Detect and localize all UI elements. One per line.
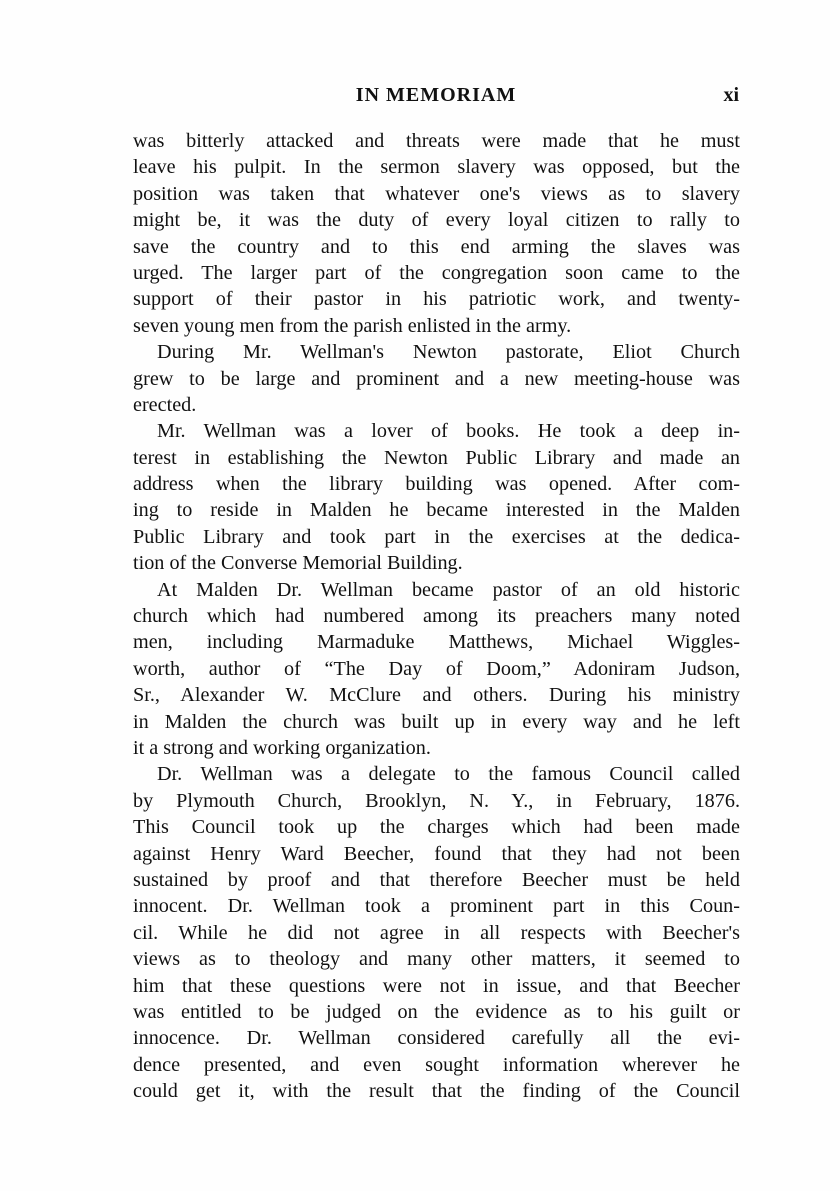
text-line: it a strong and working organization.	[133, 736, 431, 759]
text-line: was bitterly attacked and threats were made that he must	[133, 130, 740, 152]
text-line: terest in establishing the Newton Public Library and made an	[133, 446, 740, 469]
text-line: innocence. Dr. Wellman considered carefully all the evi-	[133, 1027, 740, 1050]
text-line: position was taken that whatever one's views as to slavery	[133, 182, 740, 205]
page-number: xi	[723, 84, 739, 106]
text-line: This Council took up the charges which had been made	[133, 816, 740, 839]
text-line: leave his pulpit. In the sermon slavery was opposed, but the	[133, 156, 740, 179]
text-line: grew to be large and prominent and a new meeting-house was	[133, 367, 740, 390]
paragraph-2	[133, 339, 740, 418]
running-head-title: IN MEMORIAM	[355, 84, 517, 106]
body-text	[133, 128, 740, 1104]
running-head	[133, 84, 739, 114]
paragraph-5	[133, 761, 740, 1104]
text-line: support of their pastor in his patriotic work, and twenty-	[133, 288, 740, 311]
paragraph-1	[133, 128, 740, 339]
text-line: by Plymouth Church, Brooklyn, N. Y., in February, 1876.	[133, 789, 740, 812]
text-line: ing to reside in Malden he became interested in the Malden	[133, 499, 740, 522]
text-line: cil. While he did not agree in all respects with Beecher's	[133, 921, 740, 944]
text-line: worth, author of “The Day of Doom,” Adoniram Judson,	[133, 657, 740, 680]
text-line: against Henry Ward Beecher, found that they had not been	[133, 842, 740, 865]
text-line: might be, it was the duty of every loyal citizen to rally to	[133, 209, 740, 232]
text-line: could get it, with the result that the finding of the Council	[133, 1080, 740, 1103]
text-line: save the country and to this end arming the slaves was	[133, 235, 740, 258]
text-line: him that these questions were not in issue, and that Beecher	[133, 974, 740, 997]
text-line: church which had numbered among its preachers many noted	[133, 605, 740, 628]
text-line: Mr. Wellman was a lover of books. He took a deep in-	[157, 420, 740, 443]
text-line: tion of the Converse Memorial Building.	[133, 552, 463, 575]
text-line: innocent. Dr. Wellman took a prominent part in this Coun-	[133, 895, 740, 918]
text-line: men, including Marmaduke Matthews, Michael Wiggles-	[133, 631, 740, 654]
text-line: Dr. Wellman was a delegate to the famous Council called	[157, 763, 740, 786]
text-line: erected.	[133, 393, 197, 416]
text-line: During Mr. Wellman's Newton pastorate, Eliot Church	[157, 341, 740, 364]
text-line: in Malden the church was built up in every way and he left	[133, 710, 740, 733]
text-line: was entitled to be judged on the evidence as to his guilt or	[133, 1000, 740, 1023]
text-line: views as to theology and many other matters, it seemed to	[133, 948, 740, 971]
text-line: address when the library building was opened. After com-	[133, 473, 740, 496]
text-line: sustained by proof and that therefore Beecher must be held	[133, 868, 740, 891]
text-line: Sr., Alexander W. McClure and others. During his ministry	[133, 684, 740, 707]
text-line: urged. The larger part of the congregation soon came to the	[133, 261, 740, 284]
paragraph-4	[133, 577, 740, 762]
text-line: At Malden Dr. Wellman became pastor of an old historic	[157, 578, 740, 601]
paragraph-3	[133, 418, 740, 576]
text-line: dence presented, and even sought information wherever he	[133, 1053, 740, 1076]
text-line: seven young men from the parish enlisted in the army.	[133, 314, 572, 337]
text-line: Public Library and took part in the exercises at the dedica-	[133, 525, 740, 548]
